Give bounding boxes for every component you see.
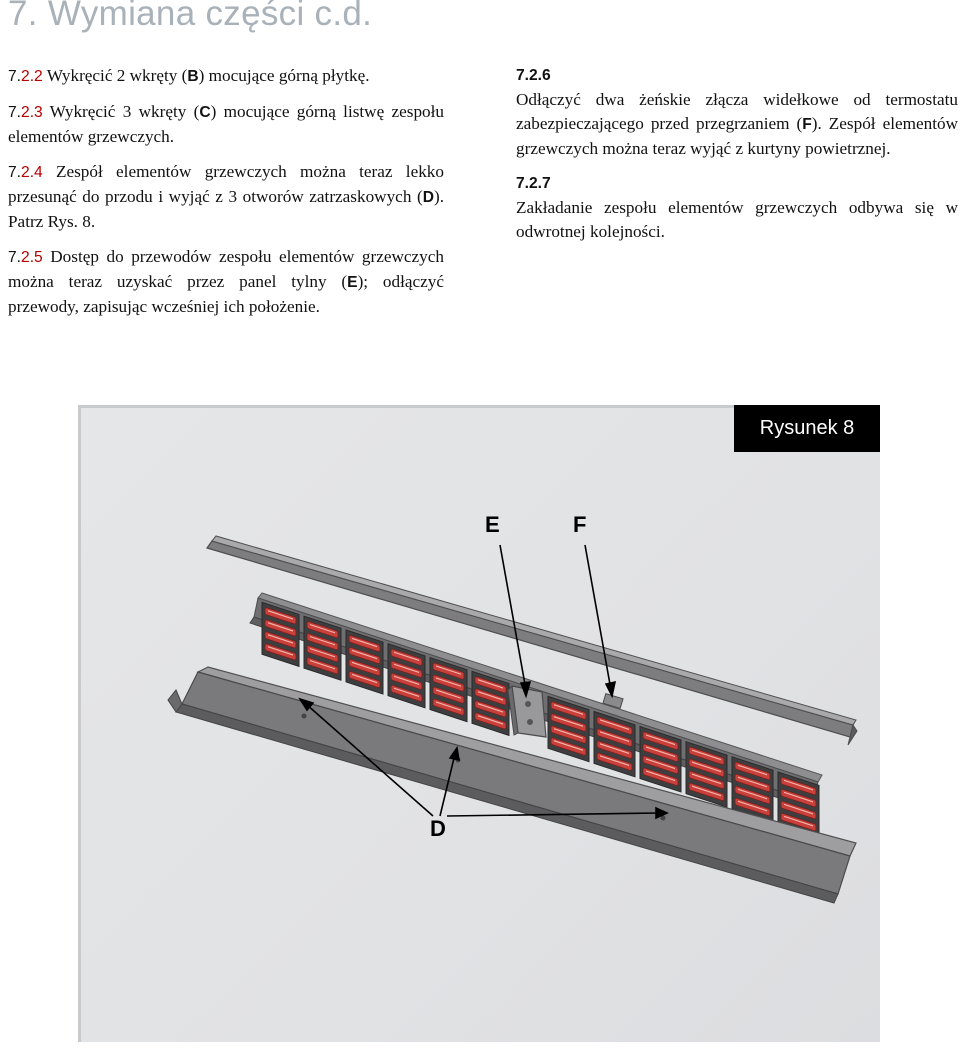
section-number: 7.2.4: [8, 164, 43, 181]
section-7-2-6: Odłączyć dwa żeńskie złącza widełkowe od termostatu zabezpieczającego przed przegrzaniem (F). Zespół elementów grzewczych można teraz wyjąć z kurtyny powietrznej.: [516, 90, 958, 158]
section-7-2-2: 7.2.2 Wykręcić 2 wkręty (B) mocujące górną płytkę.: [8, 66, 370, 85]
section-7-2-5: 7.2.5 Dostęp do przewodów zespołu elementów grzewczych można teraz uzyskać przez panel tylny (E); odłączyć przewody, zapisując wcześniej ich położenie.: [8, 247, 444, 316]
section-7-2-7: Zakładanie zespołu elementów grzewczych odbywa się w odwrotnej kolejności.: [516, 198, 958, 241]
section-7-2-3: 7.2.3 Wykręcić 3 wkręty (C) mocujące górną listwę zespołu elementów grzewczych.: [8, 102, 445, 146]
section-number-7-2-6: 7.2.6: [516, 67, 551, 84]
callout-f: F: [573, 512, 587, 537]
page-title: 7. Wymiana części c.d.: [8, 0, 373, 33]
callout-d: D: [430, 816, 446, 841]
section-7-2-4: 7.2.4 Zespół elementów grzewczych można teraz lekko przesunąć do przodu i wyjąć z 3 otworów zatrzaskowych (D). Patrz Rys. 8.: [8, 162, 444, 231]
section-number: 7.2.5: [8, 249, 43, 266]
section-number: 7.2.3: [8, 104, 43, 121]
figure-label: Rysunek 8: [734, 405, 880, 452]
section-number: 7.2.2: [8, 68, 43, 85]
callout-e: E: [485, 512, 500, 537]
section-number-7-2-7: 7.2.7: [516, 175, 551, 192]
